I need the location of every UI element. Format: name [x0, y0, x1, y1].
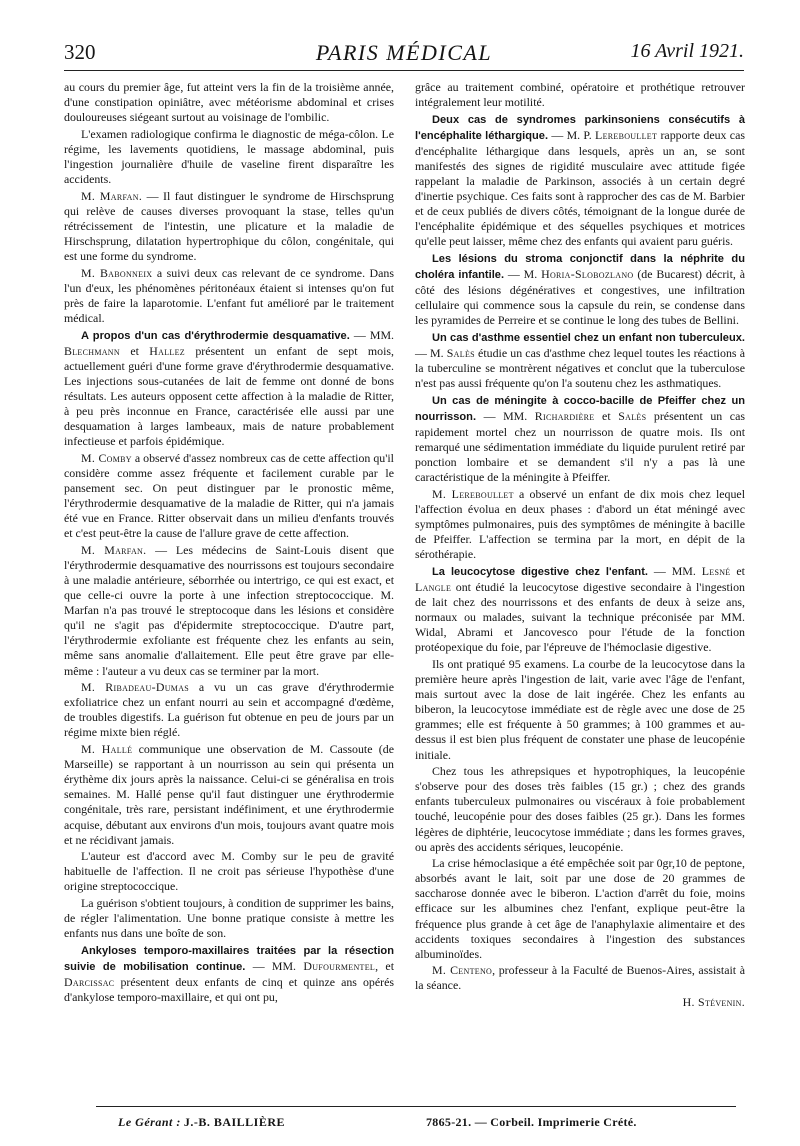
author-name: Hallez — [149, 343, 185, 358]
author-name: M. Marfan. — [81, 542, 147, 557]
right-column — [415, 80, 745, 1012]
issue-date: 16 Avril 1921. — [630, 40, 744, 62]
author-name: M. Comby — [81, 450, 132, 465]
paragraph: L'auteur est d'accord avec M. Comby sur le peu de gravité habituelle de l'affection. Il ne croit pas sérieuse l'hypothèse d'une origine streptococcique. — [64, 849, 394, 894]
section-paragraph: Un cas d'asthme essentiel chez un enfant non tuberculeux. — M. Salès étudie un cas d'asthme chez lequel toutes les réactions à la tuberculine se montrèrent négatives et conclut que la tuberculose n'est pas aussi fréquente qu'on l'a soutenu chez les asthmatiques. — [415, 332, 745, 391]
page-number: 320 — [64, 40, 96, 64]
paragraph: M. Babonneix a suivi deux cas relevant de ce syndrome. Dans l'un d'eux, les phénomènes péritonéaux étaient si intenses qu'on fut près de faire la laparotomie. L'enfant fut amélioré par le traitement médical. — [64, 265, 394, 325]
section-paragraph: Les lésions du stroma conjonctif dans la néphrite du choléra infantile. — M. Horia-Slobozlano (de Bucarest) décrit, à côté des lésions dégénératives et congestives, une infiltration cellulaire qui commence sous la capsule du rein, se condense dans les pyramides de Perreire et se continue le long des tubes de Bellini. — [415, 253, 745, 328]
paragraph: grâce au traitement combiné, opératoire et prothétique retrouver intégralement leur motilité. — [415, 80, 745, 110]
paragraph: M. Ribadeau-Dumas a vu un cas grave d'érythrodermie exfoliatrice chez un enfant nourri au sein et accompagné d'œdème, de troubles digestifs. La guérison fut obtenue en peu de jours par un régime mixte bien réglé. — [64, 680, 394, 740]
section-heading: Les lésions du stroma conjonctif dans la néphrite du choléra infantile. — [415, 253, 745, 282]
paragraph: La crise hémoclasique a été empêchée soit par 0gr,10 de peptone, absorbés avant le lait, soit par une dose de 20 grammes de saccharose donnée avec le biberon. L'action d'arrêt du foie, moins efficace sur les albumines chez l'enfant, explique peut-être la fréquence plus grande à cet âge de l'anaphylaxie alimentaire et des accidents toxiques secondaires à l'ingestion des substances albuminoïdes. — [415, 856, 745, 961]
paragraph: Ils ont pratiqué 95 examens. La courbe de la leucocytose dans la première heure après l'ingestion de lait, varie avec l'âge de l'enfant, mais surtout avec la dose de lait ingérée. Chez les enfants au biberon, la leucocytose immédiate est de règle avec une dose de 25 grammes; elle est fréquente à 50 grammes; à 100 grammes et au-dessus il est bien plus fréquent de constater une phase de leucopénie initiale. — [415, 656, 745, 762]
paragraph: au cours du premier âge, fut atteint vers la fin de la troisième année, d'une constipation opiniâtre, avec météorisme abdominal et crises douloureuses siégeant surtout au voisinage de l'ombilic. — [64, 80, 394, 125]
paragraph: M. Marfan. — Il faut distinguer le syndrome de Hirschsprung qui relève de causes diverses provoquant la stase, telles qu'un rétrécissement de l'intestin, une plicature et la maladie de Hirschsprung, dilatation hypertrophique du côlon, congénitale, qui est une forme du syndrome. — [64, 188, 394, 264]
paragraph: M. Lereboullet a observé un enfant de dix mois chez lequel l'affection évolua en deux phases : d'abord un état méningé avec symptômes pulmonaires, puis des symptômes de méningite à bacille de Pfeiffer. L'affection se termina par la mort, en dépit de la sérothérapie. — [415, 486, 746, 562]
paragraph: M. Hallé communique une observation de M. Cassoute (de Marseille) se rapportant à un nourrisson au sein qui présenta un érythème dix jours après la naissance. Celui-ci se généralisa en trois semaines. M. Hallé pense qu'il faut distinguer une érythrodermie congénitale, très rare, persistant indéfiniment, et une érythrodermie acquise, débutant aux environs d'un mois, toujours avant quatre mois et ne récidivant jamais. — [64, 742, 394, 847]
author-name: Lereboullet — [595, 127, 658, 142]
author-name: Darcissac — [64, 974, 115, 989]
paragraph: Chez tous les athrepsiques et hypotrophiques, la leucopénie s'observe pour des doses très faibles (15 gr.) ; chez des grands enfants tuberculeux pulmonaires ou viscéraux à foie probablement touché, leucopénie pour des doses faibles (25 gr.). Dans les formes légères de diphtérie, leucocytose immédiate ; dans les formes graves, ou après des accidents sériques, leucopénie. — [415, 764, 745, 854]
author-name: Langle — [415, 580, 452, 594]
gerant-line: Le Gérant : J.-B. BAILLIÈRE — [118, 1115, 286, 1129]
signature-line — [415, 995, 745, 1010]
page-footer — [96, 1106, 736, 1129]
author-name: Richardière — [534, 408, 595, 423]
author-name: M. Marfan. — [81, 188, 143, 203]
author-name: Dufourmentel — [303, 958, 376, 973]
section-paragraph: Deux cas de syndromes parkinsoniens consécutifs à l'encéphalite léthargique. — M. P. Lereboullet rapporte deux cas d'encéphalite léthargique dans lesquels, après un an, se sont manifestés des signes de rigidité musculaire avec attitude figée rappelant la maladie de Parkinson, associés à un certain degré d'inertie psychique. Ces faits sont à rapprocher des cas de M. Barbier et de ceux publiés de divers côtés, témoignant de la longue durée de l'encéphalite épidémique et des séquelles psychiques et motrices qu'elle peut laisser, même chez des enfants qui avaient paru guéris. — [415, 113, 745, 249]
paragraph: M. Comby a observé d'assez nombreux cas de cette affection qu'il considère comme assez fréquente et facilement curable par le pansement sec. On peut distinguer par le pronostic même, l'érythrodermie desquamative de la maladie de Ritter, qui n'a jamais été vue en France. Ritter observait dans un milieu d'enfants trouvés et c'est peut-être la cause de l'allure grave de cette affection. — [64, 450, 394, 541]
author-name: Blechmann — [64, 343, 120, 358]
page-header — [64, 30, 744, 71]
section-paragraph: A propos d'un cas d'érythrodermie desquamative. — MM. Blechmann et Hallez présentent un enfant de sept mois, actuellement guéri d'une forme grave d'érythrodermie desquamative. Les injections sous-cutanées de lait de femme ont donné de bons résultats. Les auteurs opposent cette affection à la maladie de Ritter, à peu près inconnue en France, caractérisée elle aussi par une desquamation à larges lambeaux, mais de nature probablement infectieuse et parfois épidémique. — [64, 327, 394, 449]
section-heading: Ankyloses temporo-maxillaires traitées par la résection suivie de mobilisation continue. — [64, 944, 394, 973]
author-name: Salès — [618, 408, 647, 423]
gerant-name: J.-B. BAILLIÈRE — [183, 1115, 286, 1129]
section-heading: Un cas de méningite à cocco-bacille de Pfeiffer chez un nourrisson. — [415, 394, 745, 423]
section-paragraph: Un cas de méningite à cocco-bacille de Pfeiffer chez un nourrisson. — MM. Richardière et Salès présentent un cas rapidement mortel chez un nourrisson de quatre mois. Ils ont remarqué une sédimentation immédiate du liquide purulent retiré par ponction lombaire et se demandent s'il n'y a pas là une caractéristique de la méningite à Pfeiffer. — [415, 394, 745, 485]
left-column — [64, 80, 394, 1007]
paragraph: La guérison s'obtient toujours, à condition de supprimer les bains, de régler l'alimentation. Une bonne pratique consiste à mettre les enfants nus dans une boîte de son. — [64, 895, 394, 941]
author-name: M. Hallé — [81, 742, 133, 757]
paragraph: M. Centeno, professeur à la Faculté de Buenos-Aires, assistait à la séance. — [415, 963, 745, 993]
author-name: Salès — [446, 346, 475, 361]
paragraph: M. Marfan. — Les médecins de Saint-Louis disent que l'érythrodermie desquamative des nourrissons est toujours secondaire à une maladie antérieure, séborrhée ou intertrigo, ce qui est exact, et que celle-ci ouvre la porte à une infection streptococcique. M. Marfan n'a pas trouvé le streptocoque dans les lésions et considère qu'il ne s'agit pas d'épidermite streptococcique. D'autre part, l'érythrodermie exfoliante est fréquente chez les enfants au sein, même sans anomalie d'allaitement. Elle peut être grave par elle-même : l'auteur a vu deux cas se terminer par la mort. — [64, 542, 394, 678]
author-name: Lesné — [701, 563, 731, 578]
section-heading: Un cas d'asthme essentiel chez un enfant non tuberculeux. — [432, 332, 745, 344]
journal-title: PARIS MÉDICAL — [315, 40, 493, 65]
paragraph: L'examen radiologique confirma le diagnostic de méga-côlon. Le régime, les lavements quotidiens, le massage abdominal, puis l'ingestion journalière d'huile de vaseline firent disparaître les accidents. — [64, 126, 394, 187]
author-name: M. Lereboullet — [432, 486, 514, 501]
author-name: M. Ribadeau-Dumas — [81, 680, 190, 695]
section-heading: La leucocytose digestive chez l'enfant. — [432, 565, 648, 578]
section-paragraph: Ankyloses temporo-maxillaires traitées par la résection suivie de mobilisation continue. — MM. Dufourmentel, et Darcissac présentent deux enfants de cinq et quinze ans opérés d'ankylose temporo-maxillaire, et qui ont pu, — [64, 944, 394, 1005]
section-heading: Deux cas de syndromes parkinsoniens consécutifs à l'encéphalite léthargique. — [415, 113, 745, 142]
author-name: M. Babonneix — [81, 265, 153, 280]
section-paragraph: La leucocytose digestive chez l'enfant. — MM. Lesné et Langle ont étudié la leucocytose digestive secondaire à l'ingestion de lait chez des nourrissons et des enfants de deux à seize ans, normaux ou malades, suivant la technique préconisée par MM. Widal, Abrami et Jancovesco pour l'étude de la fonction protéopexique du foie, par l'épreuve de l'hémoclasie digestive. — [415, 563, 745, 655]
printer-line: 7865-21. — Corbeil. Imprimerie Crété. — [426, 1115, 637, 1129]
author-name: M. Centeno — [432, 963, 493, 978]
author-name: Horia-Slobozlano — [541, 267, 634, 282]
section-heading: A propos d'un cas d'érythrodermie desquamative. — [81, 329, 350, 342]
signature: H. Stévenin. — [682, 995, 745, 1010]
